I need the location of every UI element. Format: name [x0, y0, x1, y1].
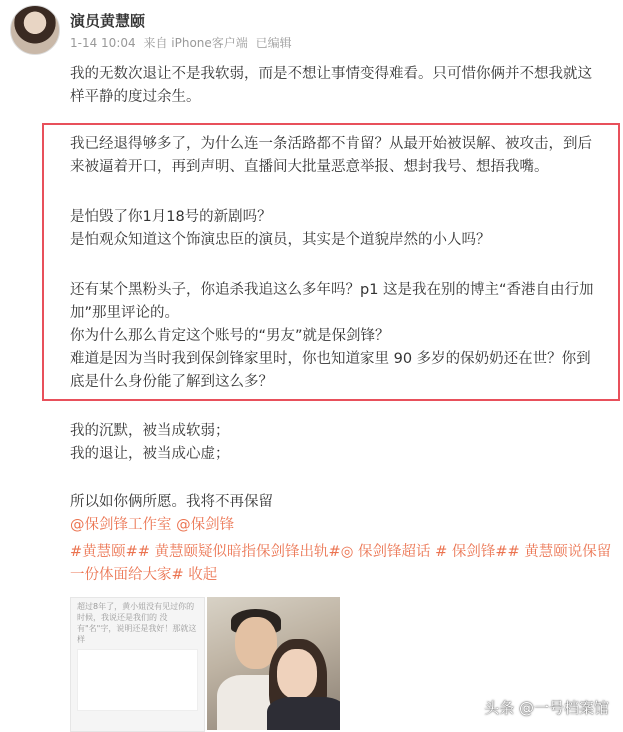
highlight-line: 我已经退得够多了，为什么连一条活路都不肯留？从最开始被误解、被攻击，到后	[70, 136, 592, 152]
highlight-line: 难道是因为当时我到保剑锋家里时，你也知道家里 90 多岁的保奶奶还在世？你到	[70, 351, 591, 367]
hashtags-line[interactable]: 一份体面给大家# 收起	[70, 567, 218, 583]
post-date: 1-14 10:04	[70, 36, 136, 50]
highlight-line: 来被逼着开口，再到声明、直播间大批量恶意举报、想封我号、想捂我嘴。	[70, 159, 549, 175]
highlight-line: 是怕观众知道这个饰演忠臣的演员，其实是个道貌岸然的小人吗？	[70, 232, 491, 248]
avatar[interactable]	[10, 5, 60, 55]
edited-label: 已编辑	[255, 36, 292, 50]
highlight-line: 你为什么那么肯定这个账号的“男友”就是保剑锋？	[70, 328, 390, 344]
watermark: 头条 @一号档案馆	[484, 699, 609, 717]
intro-line: 我的无数次退让不是我软弱，而是不想让事情变得难看。只可惜你俩并不想我就这	[70, 66, 592, 82]
intro-line: 样平静的度过余生。	[70, 89, 201, 105]
post-source: 来自 iPhone客户端	[143, 36, 248, 50]
thumbnail-text: 超过8年了，黄小姐没有见过你的时候，我说还是我们的 没有"名"字，说明还是我好！那就这样	[77, 602, 197, 644]
highlight-line: 还有某个黑粉头子，你追杀我追这么多年吗？p1 这是我在别的博主“香港自由行加	[70, 282, 594, 298]
hashtags-line[interactable]: #黄慧颐## 黄慧颐疑似暗指保剑锋出轨#◎ 保剑锋超话 # 保剑锋## 黄慧颐说保留	[70, 544, 612, 560]
image-thumbnail-photo[interactable]	[207, 597, 340, 730]
highlight-line: 加”那里评论的。	[70, 305, 180, 321]
username[interactable]: 演员黄慧颐	[70, 12, 146, 30]
image-thumbnail-screenshot[interactable]	[70, 597, 205, 732]
photo-figure	[267, 697, 340, 730]
closing-line: 我的沉默，被当成软弱；	[70, 423, 230, 439]
closing-line: 我的退让，被当成心虚；	[70, 446, 230, 462]
highlight-line: 是怕毁了你1月18号的新剧吗？	[70, 209, 272, 225]
thumbnail-card	[77, 649, 198, 711]
post-meta	[70, 34, 296, 51]
closing-line: 所以如你俩所愿。我将不再保留	[70, 494, 273, 510]
highlight-line: 底是什么身份能了解到这么多？	[70, 374, 273, 390]
mentions-link[interactable]: @保剑锋工作室 @保剑锋	[70, 517, 235, 533]
photo-figure	[277, 649, 317, 699]
